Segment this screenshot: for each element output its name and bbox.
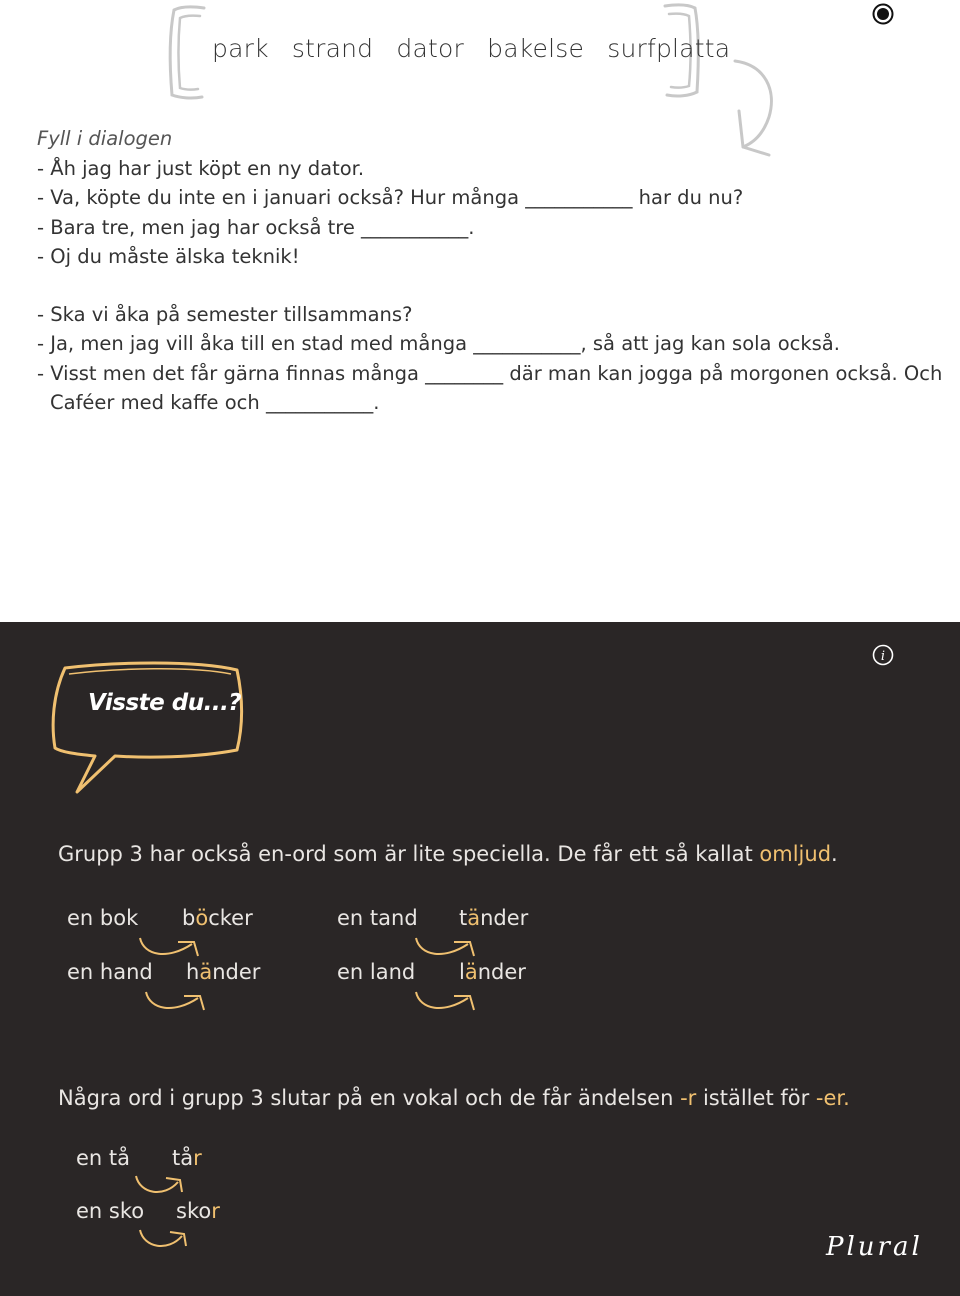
- omljud-text: Grupp 3 har också en-ord som är lite speciella. De får ett så kallat: [58, 842, 760, 866]
- plural-part: b: [182, 906, 196, 930]
- vowel-ending-explanation: [58, 1086, 850, 1110]
- plural-part: nder: [480, 906, 529, 930]
- plural-word: [182, 906, 253, 930]
- svg-text:i: i: [880, 649, 886, 664]
- plural-part: sko: [176, 1199, 212, 1223]
- plural-word: [172, 1146, 202, 1170]
- left-bracket-decoration: [160, 0, 220, 104]
- singular-word: en sko: [76, 1199, 145, 1223]
- bubble-title: Visste du...?: [88, 690, 242, 716]
- vowel-text: istället för: [696, 1086, 816, 1110]
- ending-highlight: -er.: [815, 1086, 850, 1110]
- plural-part: l: [459, 960, 465, 984]
- singular-word: en land: [337, 960, 416, 984]
- plural-word: [459, 906, 528, 930]
- singular-word: en tand: [337, 906, 418, 930]
- dialog-line: - Bara tre, men jag har också tre ___________.: [37, 215, 475, 239]
- curved-arrow-icon: [134, 1172, 204, 1200]
- dialog-line: - Oj du måste älska teknik!: [37, 245, 300, 268]
- speech-bubble-icon: [45, 658, 255, 798]
- singular-word: en bok: [67, 906, 139, 930]
- singular-word: en tå: [76, 1146, 131, 1170]
- dialog-line: - Ja, men jag vill åka till en stad med många ___________, så att jag kan sola också.: [37, 332, 840, 355]
- dialog-line: Caféer med kaffe och ___________.: [50, 391, 380, 414]
- curved-arrow-icon: [414, 934, 484, 962]
- plural-ending: r: [211, 1199, 220, 1223]
- plural-part: t: [459, 906, 468, 930]
- word-bank: [212, 34, 745, 63]
- dialog-exercise: [37, 124, 943, 418]
- umlaut-vowel: ä: [464, 960, 478, 984]
- umlaut-vowel: ä: [199, 960, 213, 984]
- info-icon[interactable]: [872, 644, 894, 666]
- curved-arrow-icon: [414, 988, 484, 1016]
- dialog-spacer: [37, 272, 917, 300]
- plural-part: h: [186, 960, 200, 984]
- dialog-line: - Visst men det får gärna finnas många ________ där man kan jogga på morgonen också. Och: [37, 361, 943, 385]
- umlaut-vowel: ö: [195, 906, 209, 930]
- vowel-text: Några ord i grupp 3 slutar på en vokal och de får ändelsen: [58, 1086, 681, 1110]
- word-bank-item: park: [212, 34, 269, 63]
- umlaut-vowel: ä: [467, 906, 481, 930]
- word-bank-item: bakelse: [487, 34, 585, 63]
- singular-word: en hand: [67, 960, 153, 984]
- plural-part: nder: [477, 960, 526, 984]
- radio-button-icon[interactable]: [872, 3, 894, 25]
- dialog-line: - Va, köpte du inte en i januari också? Hur många ___________ har du nu?: [37, 186, 744, 209]
- plural-word: [186, 960, 260, 984]
- plural-part: cker: [208, 906, 253, 930]
- omljud-explanation: [58, 842, 838, 866]
- curved-arrow-icon: [144, 988, 214, 1016]
- plural-ending: r: [193, 1146, 202, 1170]
- omljud-highlight: omljud: [759, 842, 832, 866]
- dialog-line: - Ska vi åka på semester tillsammans?: [37, 302, 413, 326]
- curved-arrow-icon: [138, 1226, 208, 1254]
- ending-highlight: -r: [680, 1086, 697, 1110]
- plural-part: tå: [172, 1146, 194, 1170]
- word-bank-item: strand: [291, 34, 374, 63]
- word-bank-item: surfplatta: [607, 34, 731, 63]
- exercise-instruction: Fyll i dialogen: [37, 127, 173, 150]
- omljud-text-end: .: [831, 842, 838, 866]
- dialog-line: - Åh jag har just köpt en ny dator.: [37, 156, 365, 180]
- plural-word: [176, 1199, 220, 1223]
- plural-word: [459, 960, 526, 984]
- word-bank-item: dator: [396, 34, 464, 63]
- plural-part: nder: [212, 960, 261, 984]
- brand-logo: Plural: [826, 1232, 923, 1262]
- info-panel: [0, 622, 960, 1296]
- curved-arrow-icon: [138, 934, 208, 962]
